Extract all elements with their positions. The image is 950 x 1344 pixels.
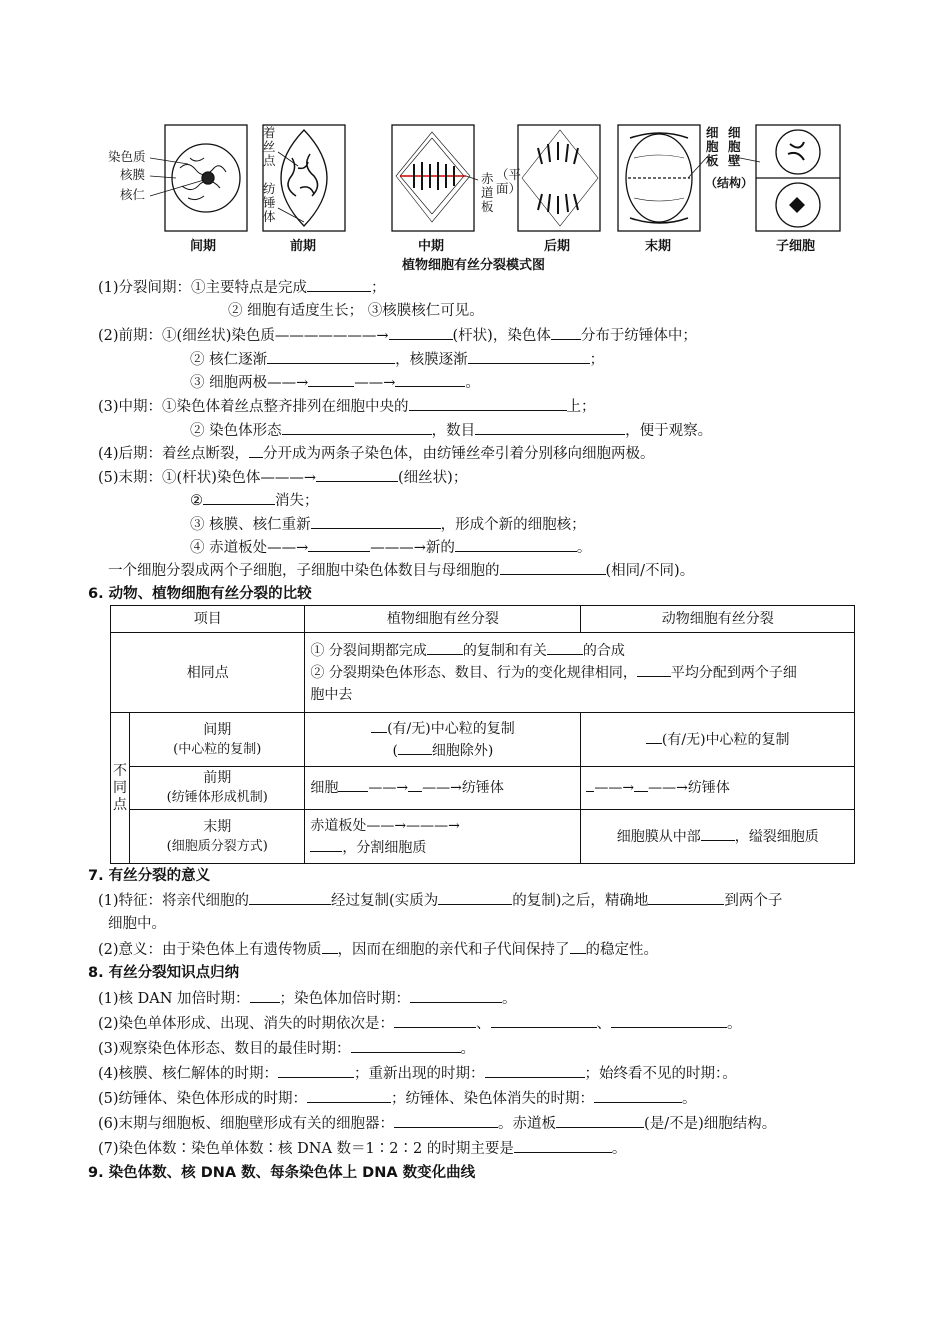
same-content: ① 分裂间期都完成 的复制和有关 的合成 ② 分裂期染色体形态、数目、行为的变化规律相同， 平均分配到两个子细 胞中去	[305, 633, 855, 713]
sec8-q1: (1)核 DAN 加倍时期： ；染色体加倍时期： 。	[98, 988, 517, 1009]
prophase-line-2: ② 核仁逐渐 ，核膜逐渐 ；	[190, 349, 604, 370]
blank[interactable]	[203, 490, 275, 505]
label-cell-plate: 细胞板	[706, 125, 719, 168]
blank[interactable]	[311, 514, 441, 529]
blank[interactable]	[250, 988, 280, 1003]
sec8-q2: (2)染色单体形成、出现、消失的时期依次是： 、 、 。	[98, 1013, 742, 1034]
blank[interactable]	[409, 396, 567, 411]
blank[interactable]	[394, 1013, 476, 1028]
figure-title: 植物细胞有丝分裂模式图	[402, 258, 546, 273]
blank[interactable]	[427, 640, 463, 655]
telophase-line-4: ④ 赤道板处——→ ———→新的 。	[190, 537, 591, 558]
metaphase-line-1: (3)中期：①染色体着丝点整齐排列在细胞中央的 上；	[98, 396, 596, 417]
blank[interactable]	[267, 349, 395, 364]
section-9-title: 9. 染色体数、核 DNA 数、每条染色体上 DNA 数变化曲线	[88, 1165, 476, 1181]
header-item: 项目	[111, 606, 305, 633]
blank[interactable]	[307, 277, 371, 292]
blank[interactable]	[547, 640, 583, 655]
animal-prophase: ——→ ——→纺锤体	[581, 767, 855, 810]
row-diff: 不同点	[111, 713, 130, 864]
sec7-meaning: (2)意义：由于染色体上有遗传物质 ，因而在细胞的亲代和子代间保持了 的稳定性。	[98, 939, 658, 960]
sec7-feature-cont: 细胞中。	[108, 916, 166, 932]
interphase-line-1: (1)分裂间期：①主要特点是完成 ；	[98, 277, 386, 298]
blank[interactable]	[371, 718, 387, 733]
row-same: 相同点	[111, 633, 305, 713]
stage-prophase: 前期	[290, 239, 317, 254]
label-nucleolus: 核仁	[120, 187, 146, 202]
sec7-feature: (1)特征：将亲代细胞的 经过复制(实质为 的复制)之后，精确地 到两个子	[98, 890, 782, 911]
blank[interactable]	[249, 443, 263, 458]
blank[interactable]	[551, 325, 581, 340]
stage-metaphase: 中期	[418, 239, 445, 254]
blank[interactable]	[475, 420, 625, 435]
blank[interactable]	[395, 372, 465, 387]
blank[interactable]	[556, 1113, 644, 1128]
blank[interactable]	[389, 325, 453, 340]
animal-interphase: (有/无)中心粒的复制	[581, 713, 855, 767]
comparison-table	[110, 605, 855, 864]
blank[interactable]	[249, 890, 331, 905]
prophase-line-1: (2)前期：①(细丝状)染色质———————→ (杆状)，染色体 分布于纺锤体中；	[98, 325, 697, 346]
sec8-q7: (7)染色体数∶染色单体数∶核 DNA 数＝1∶2∶2 的时期主要是 。	[98, 1138, 626, 1159]
label-centromere: 着丝点	[263, 125, 276, 168]
stage-daughter-cells: 子细胞	[776, 239, 816, 254]
stage-interphase: 间期	[190, 239, 217, 254]
blank[interactable]	[408, 777, 422, 792]
blank[interactable]	[308, 537, 370, 552]
blank[interactable]	[278, 1063, 354, 1078]
blank[interactable]	[701, 826, 735, 841]
label-cell-wall: 细胞壁	[728, 125, 741, 168]
header-animal: 动物细胞有丝分裂	[581, 606, 855, 633]
section-7-title: 7. 有丝分裂的意义	[88, 868, 211, 884]
section-8-title: 8. 有丝分裂知识点归纳	[88, 965, 240, 981]
mitosis-figure	[100, 118, 860, 273]
telophase-line-2: ② 消失；	[190, 490, 319, 511]
anaphase-line: (4)后期：着丝点断裂， 分开成为两条子染色体，由纺锤丝牵引着分别移向细胞两极。	[98, 443, 655, 464]
blank[interactable]	[308, 372, 354, 387]
blank[interactable]	[410, 988, 502, 1003]
blank[interactable]	[351, 1038, 461, 1053]
blank[interactable]	[637, 662, 671, 677]
label-nuclear-membrane: 核膜	[120, 167, 146, 182]
section-6-title: 6. 动物、植物细胞有丝分裂的比较	[88, 586, 312, 602]
diff-prophase: 前期 (纺锤体形成机制)	[130, 767, 305, 810]
prophase-line-3: ③ 细胞两极——→ ——→ 。	[190, 372, 480, 393]
blank[interactable]	[586, 777, 594, 792]
header-plant: 植物细胞有丝分裂	[305, 606, 581, 633]
diff-telophase: 末期 (细胞质分裂方式)	[130, 810, 305, 864]
diff-interphase: 间期 (中心粒的复制)	[130, 713, 305, 767]
metaphase-line-2: ② 染色体形态 ，数目 ，便于观察。	[190, 420, 712, 441]
label-plane: （平面）	[496, 167, 522, 196]
label-chromatin: 染色质	[108, 149, 146, 164]
label-spindle: 纺锤体	[263, 181, 276, 224]
blank[interactable]	[594, 1088, 682, 1103]
blank[interactable]	[398, 740, 432, 755]
interphase-line-2: ② 细胞有适度生长； ③核膜核仁可见。	[228, 303, 484, 319]
stage-anaphase: 后期	[544, 239, 571, 254]
plant-interphase: (有/无)中心粒的复制 ( 细胞除外)	[305, 713, 581, 767]
label-equatorial-plate: 赤道板	[481, 171, 494, 214]
blank[interactable]	[282, 420, 432, 435]
sec8-q5: (5)纺锤体、染色体形成的时期： ；纺锤体、染色体消失的时期： 。	[98, 1088, 697, 1109]
label-structure: （结构）	[705, 176, 754, 190]
plant-telophase: 赤道板处——→———→ ，分割细胞质	[305, 810, 581, 864]
blank[interactable]	[438, 890, 512, 905]
blank[interactable]	[514, 1138, 612, 1153]
blank[interactable]	[322, 939, 338, 954]
animal-telophase: 细胞膜从中部 ，缢裂细胞质	[581, 810, 855, 864]
plant-prophase: 细胞 ——→ ——→纺锤体	[305, 767, 581, 810]
stage-telophase: 末期	[645, 239, 672, 254]
telophase-line-3: ③ 核膜、核仁重新 ，形成个新的细胞核；	[190, 514, 586, 535]
sec8-q6: (6)末期与细胞板、细胞壁形成有关的细胞器： 。赤道板 (是/不是)细胞结构。	[98, 1113, 776, 1134]
blank[interactable]	[338, 777, 368, 792]
blank[interactable]	[316, 467, 398, 482]
blank[interactable]	[307, 1088, 391, 1103]
blank[interactable]	[468, 349, 590, 364]
blank[interactable]	[611, 1013, 727, 1028]
blank[interactable]	[570, 939, 586, 954]
blank[interactable]	[485, 1063, 585, 1078]
blank[interactable]	[455, 537, 577, 552]
blank[interactable]	[646, 729, 662, 744]
blank[interactable]	[491, 1013, 597, 1028]
blank[interactable]	[500, 560, 606, 575]
telophase-line-1: (5)末期：①(杆状)染色体———→ (细丝状)；	[98, 467, 467, 488]
blank[interactable]	[634, 777, 648, 792]
conclusion-line: 一个细胞分裂成两个子细胞，子细胞中染色体数目与母细胞的 (相同/不同)。	[108, 560, 694, 581]
sec8-q3: (3)观察染色体形态、数目的最佳时期： 。	[98, 1038, 475, 1059]
blank[interactable]	[648, 890, 724, 905]
sec8-q4: (4)核膜、核仁解体的时期： ；重新出现的时期： ；始终看不见的时期：。	[98, 1063, 737, 1084]
blank[interactable]	[394, 1113, 498, 1128]
blank[interactable]	[310, 837, 342, 852]
